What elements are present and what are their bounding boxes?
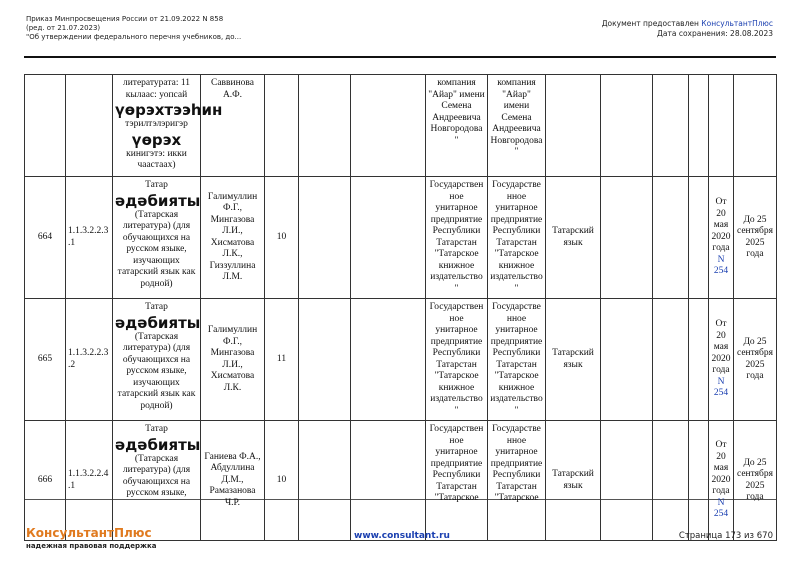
publisher-2: Государственное унитарное предприятие Республики Татарстан "Татарское книжное издательство " — [490, 180, 543, 294]
empty-cell — [689, 421, 709, 541]
doc-subject-line: "Об утверждении федерального перечня учебников, до... — [26, 33, 242, 41]
authors: Ганиева Ф.А., Абдуллина Д.М., Рамазанова Ч.Р. — [204, 451, 261, 508]
order-cell — [709, 299, 734, 421]
title-middle: (Татарская литература) (для обучающихся на русском языке, изучающих татарский язык как родной) — [117, 209, 196, 289]
valid-until: До 25 сентября 2025 года — [737, 457, 773, 502]
authors: Галимуллин Ф.Г., Мингазова Л.И., Хисматова Л.К., Гиззуллина Л.М. — [207, 191, 258, 282]
publisher-cell — [488, 299, 546, 421]
empty-cell — [653, 75, 689, 177]
grade: 10 — [276, 474, 287, 485]
subject-cell — [546, 75, 601, 177]
title-cell — [113, 421, 201, 541]
table-row — [25, 421, 777, 541]
title-tatar-word: әдәбияты — [115, 435, 201, 454]
valid-until-cell — [734, 75, 777, 177]
order-cell — [709, 421, 734, 541]
title-middle: (Татарская литература) (для обучающихся на русском языке, изучающих татарский язык как родной) — [117, 331, 196, 411]
grade-cell — [265, 421, 299, 541]
footer-url-link[interactable]: www.consultant.ru — [354, 531, 450, 541]
authors-cell — [201, 421, 265, 541]
empty-cell — [601, 421, 653, 541]
row-number: 664 — [37, 231, 53, 242]
textbook-code: 1.1.3.2.2.4.1 — [68, 469, 109, 491]
empty-cell — [601, 299, 653, 421]
publisher: Государственное унитарное предприятие Республики Татарстан "Татарское — [429, 424, 484, 503]
publisher-cell — [426, 75, 488, 177]
order-date: От 20 мая 2020 года — [711, 319, 731, 376]
title-middle: тэрилтэлэригэр — [125, 119, 188, 129]
subject-cell — [546, 177, 601, 299]
empty-cell — [351, 177, 426, 299]
row-number-cell — [25, 421, 66, 541]
subject-cell — [546, 421, 601, 541]
footer-brand-logo: КонсультантПлюс — [26, 526, 152, 540]
row-number: 665 — [37, 353, 53, 364]
title-tatar-word: әдәбияты — [115, 313, 201, 332]
publisher: Государственное унитарное предприятие Республики Татарстан "Татарское книжное издательство " — [429, 302, 484, 416]
valid-until: До 25 сентября 2025 года — [737, 214, 773, 259]
empty-cell — [601, 75, 653, 177]
publisher-2: Государственное унитарное предприятие Республики Татарстан "Татарское — [490, 424, 543, 503]
provider-link[interactable]: КонсультантПлюс — [701, 19, 773, 28]
empty-cell — [689, 299, 709, 421]
table-row — [25, 75, 777, 177]
title-post: кинигэтэ: икки чаастаах) — [126, 148, 187, 170]
table-row — [25, 177, 777, 299]
textbook-table — [24, 74, 777, 520]
title-cell — [113, 299, 201, 421]
authors: Саввинова А.Ф. — [210, 78, 255, 100]
order-cell — [709, 75, 734, 177]
grade: 10 — [276, 231, 287, 242]
empty-cell — [689, 177, 709, 299]
publisher: Государственное унитарное предприятие Республики Татарстан "Татарское книжное издательство " — [429, 180, 484, 294]
subject-cell — [546, 299, 601, 421]
authors-cell — [201, 177, 265, 299]
empty-cell — [653, 299, 689, 421]
subject: Татарский язык — [552, 226, 594, 248]
authors: Галимуллин Ф.Г., Мингазова Л.И., Хисматова Л.К. — [207, 325, 258, 393]
title-cell — [113, 75, 223, 177]
order-date: От 20 мая 2020 года — [711, 197, 731, 254]
publisher-cell — [426, 177, 488, 299]
publisher-cell — [488, 177, 546, 299]
title-cell — [113, 177, 201, 299]
authors-cell — [201, 299, 265, 421]
title-pre: Татар — [145, 424, 168, 434]
row-number-cell — [25, 299, 66, 421]
header-divider — [24, 56, 776, 58]
save-date: Дата сохранения: 28.08.2023 — [657, 29, 773, 38]
textbook-code: 1.1.3.2.2.3.1 — [68, 226, 109, 248]
doc-edition-line: (ред. от 21.07.2023) — [26, 24, 101, 32]
provided-by-label: Документ предоставлен — [601, 19, 702, 28]
empty-cell — [351, 75, 426, 177]
page-number: Страница 173 из 670 — [678, 531, 773, 541]
publisher-2: компания "Айар" имени Семена Андреевича Новгородова " — [490, 78, 543, 157]
grade: 11 — [276, 353, 287, 364]
publisher-cell — [426, 421, 488, 541]
row-number-cell — [25, 177, 66, 299]
order-date: От 20 мая 2020 года — [711, 440, 731, 497]
order-cell — [709, 177, 734, 299]
code-cell — [66, 177, 113, 299]
row-number: 666 — [37, 474, 53, 485]
valid-until-cell — [734, 177, 777, 299]
empty-cell — [689, 75, 709, 177]
row-number-cell — [25, 75, 66, 177]
subject: Татарский язык — [552, 348, 594, 370]
footer-tagline: надежная правовая поддержка — [26, 542, 157, 550]
document-header-left — [26, 15, 241, 42]
grade-cell — [265, 177, 299, 299]
table-row — [25, 299, 777, 421]
publisher-cell — [488, 421, 546, 541]
authors-cell — [201, 75, 265, 177]
title-middle: (Татарская литература) (для обучающихся на русском языке, — [122, 453, 191, 498]
publisher-2: Государственное унитарное предприятие Республики Татарстан "Татарское книжное издательство " — [490, 302, 543, 416]
code-cell — [66, 75, 113, 177]
valid-until-cell — [734, 299, 777, 421]
empty-cell — [351, 421, 426, 541]
publisher: компания "Айар" имени Семена Андреевича Новгородова " — [428, 78, 485, 146]
code-cell — [66, 421, 113, 541]
publisher-cell — [426, 299, 488, 421]
code-cell — [66, 299, 113, 421]
document-header-right — [602, 19, 773, 39]
empty-cell — [299, 75, 351, 177]
publisher-cell — [488, 75, 546, 177]
valid-until-cell — [734, 421, 777, 541]
empty-cell — [299, 177, 351, 299]
title-tatar-word-2: үөрэх — [131, 130, 182, 149]
order-number-link[interactable]: N 254 — [713, 376, 729, 399]
empty-cell — [653, 177, 689, 299]
textbook-code: 1.1.3.2.2.3.2 — [68, 348, 109, 370]
title-tatar-word: әдәбияты — [115, 191, 201, 210]
grade-cell — [265, 299, 299, 421]
title-pre: литературата: 11 кылаас: уопсай — [122, 78, 191, 100]
title-tatar-word: үөрэхтээһин — [115, 101, 223, 119]
empty-cell — [351, 299, 426, 421]
title-pre: Татар — [145, 302, 168, 312]
empty-cell — [299, 421, 351, 541]
order-number-link[interactable]: N 254 — [713, 497, 729, 520]
empty-cell — [653, 421, 689, 541]
valid-until: До 25 сентября 2025 года — [737, 336, 773, 381]
subject: Татарский язык — [552, 469, 594, 491]
title-pre: Татар — [145, 180, 168, 190]
order-number-link[interactable]: N 254 — [713, 254, 729, 277]
grade-cell — [265, 75, 299, 177]
empty-cell — [299, 299, 351, 421]
empty-cell — [601, 177, 653, 299]
doc-title-line: Приказ Минпросвещения России от 21.09.2022 N 858 — [26, 15, 224, 23]
